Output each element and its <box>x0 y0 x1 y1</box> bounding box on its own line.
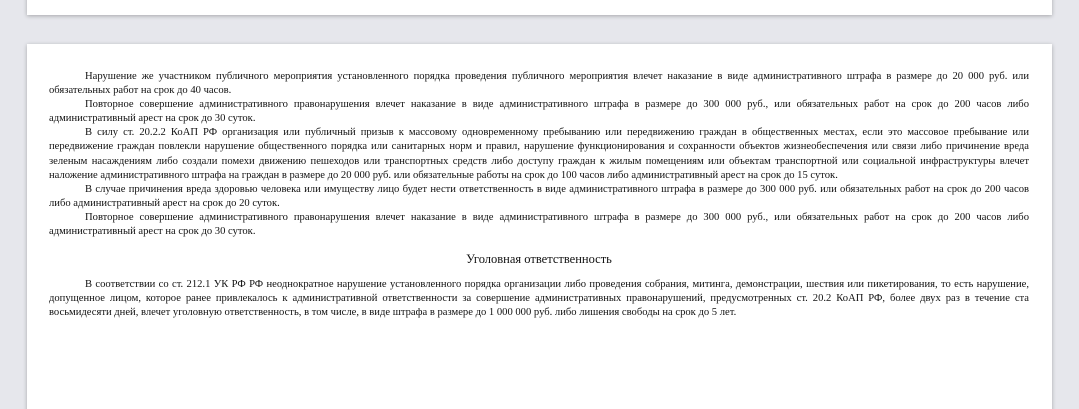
document-page <box>27 44 1052 409</box>
previous-page <box>27 0 1052 15</box>
paragraph-article-212-1: В соответствии со ст. 212.1 УК РФ РФ неоднократное нарушение установленного порядка организации либо проведения собрания, митинга, демонстрации, шествия или пикетирования, то есть нарушение, допущенное лицом, которое ранее привлекалось к административной ответственности за совершение административных правонарушений, предусмотренных ст. 20.2 КоАП РФ, более двух раз в течение ста восьмидесяти дней, влечет уголовную ответственность, в том числе, в виде штрафа в размере до 1 000 000 руб. либо лишения свободы на срок до 5 лет. <box>49 279 1029 319</box>
section-heading-criminal-liability: Уголовная ответственность <box>466 252 612 267</box>
paragraph-article-20-2-2: В силу ст. 20.2.2 КоАП РФ организация или публичный призыв к массовому одновременному пребыванию или передвижению граждан в общественных местах, если это массовое пребывание или передвижение граждан повлекли нарушение общественного порядка или санитарных норм и правил, нарушение функционирования и сохранности объектов жизнеобеспечения или связи либо причинение вреда зеленым насаждениям либо создали помехи движению пешеходов или транспортных средств либо доступу граждан к жилым помещениям или объектам транспортной или социальной инфраструктуры влечет наложение административного штрафа на граждан в размере до 20 000 руб. или обязательные работы на срок до 100 часов либо административный арест на срок до 15 суток. <box>49 127 1029 181</box>
page-content <box>49 70 1029 320</box>
paragraph-public-event-violation: Нарушение же участником публичного мероприятия установленного порядка проведения публичного мероприятия влечет наказание в виде административного штрафа в размере до 20 000 руб. или обязательных работ на срок до 40 часов. <box>49 71 1029 97</box>
paragraph-harm-liability: В случае причинения вреда здоровью человека или имуществу лицо будет нести ответственность в виде административного штрафа в размере до 300 000 руб. или обязательных работ на срок до 200 часов либо административный арест на срок до 20 суток. <box>49 183 1029 209</box>
paragraph-repeat-violation-2: Повторное совершение административного правонарушения влечет наказание в виде административного штрафа в размере до 300 000 руб., или обязательных работ на срок до 200 часов либо административный арест на срок до 30 суток. <box>49 211 1029 238</box>
paragraph-repeat-violation: Повторное совершение административного правонарушения влечет наказание в виде административного штрафа в размере до 300 000 руб., или обязательных работ на срок до 200 часов либо административный арест на срок до 30 суток. <box>49 99 1029 125</box>
